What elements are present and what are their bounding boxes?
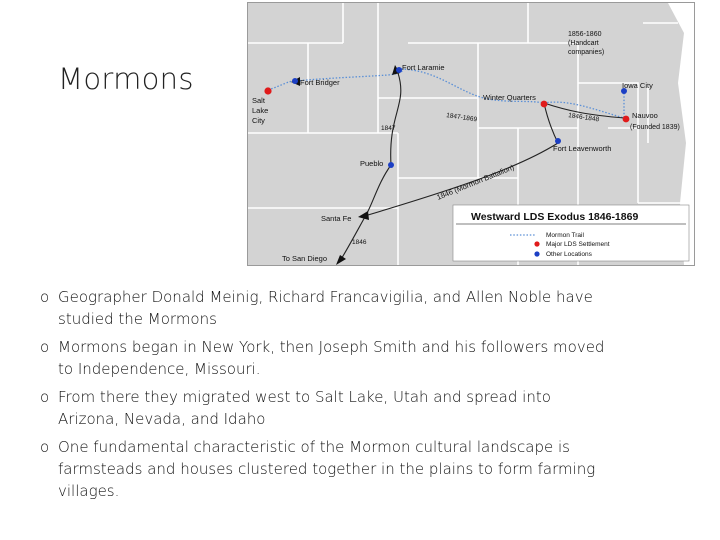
route-label-1846: 1846 (352, 239, 367, 246)
bullet-marker: o (40, 288, 50, 306)
fort-bridger-label: Fort Bridger (300, 78, 340, 87)
handcart-label-3: companies) (568, 49, 605, 56)
salt-lake-label-1: Salt (252, 96, 265, 105)
legend-settlement-swatch (534, 241, 539, 246)
bullet-marker: o (40, 338, 50, 356)
pueblo-label: Pueblo (360, 159, 384, 168)
nauvoo-marker (623, 116, 630, 123)
bullet-item (40, 436, 610, 502)
bullet-text: Geographer Donald Meinig, Richard Francavigilia, and Allen Noble have studied the Mormons (58, 288, 593, 328)
winter-quarters-label: Winter Quarters (483, 93, 536, 102)
bullet-text: Mormons began in New York, then Joseph Smith and his followers moved to Independence, Missouri. (58, 338, 605, 378)
fort-leavenworth-label: Fort Leavenworth (553, 144, 612, 153)
bullet-marker: o (40, 438, 50, 456)
legend-item-trail: Mormon Trail (546, 232, 584, 239)
bullet-item (40, 286, 610, 330)
route-label-battalion: 1846 (Mormon Battalion) (435, 162, 516, 202)
nauvoo-founded-label: (Founded 1839) (630, 124, 680, 131)
route-label-1847: 1847 (381, 125, 396, 132)
nauvoo-label: Nauvoo (632, 111, 658, 120)
fort-bridger-marker (292, 78, 298, 84)
route-label-1846-1848: 1846-1848 (567, 112, 600, 124)
legend-item-other: Other Locations (546, 251, 592, 258)
pueblo-marker (388, 162, 394, 168)
fort-laramie-label: Fort Laramie (402, 63, 445, 72)
salt-lake-marker (264, 87, 271, 94)
route-label-1847-1869: 1847-1869 (445, 112, 478, 124)
legend-item-settlement: Major LDS Settlement (546, 241, 610, 248)
handcart-label-2: (Handcart (568, 40, 599, 47)
salt-lake-label-3: City (252, 116, 265, 125)
san-diego-label: To San Diego (282, 254, 328, 263)
handcart-label-1: 1856-1860 (568, 31, 602, 38)
bullet-marker: o (40, 388, 50, 406)
salt-lake-label-2: Lake (252, 106, 269, 115)
map-legend (453, 205, 689, 261)
santa-fe-label: Santa Fe (321, 214, 352, 223)
legend-title: Westward LDS Exodus 1846-1869 (471, 211, 639, 223)
winter-quarters-marker (541, 101, 548, 108)
iowa-city-label: Iowa City (622, 81, 653, 90)
bullet-text: From there they migrated west to Salt Lake, Utah and spread into Arizona, Nevada, and Idaho (58, 388, 551, 428)
bullet-list (40, 286, 610, 508)
bullet-item (40, 386, 610, 430)
legend-other-swatch (534, 251, 539, 256)
bullet-text: One fundamental characteristic of the Mormon cultural landscape is farmsteads and houses clustered together in the plains to form farming villages. (58, 438, 596, 500)
bullet-item (40, 336, 610, 380)
slide-title: Mormons (58, 62, 194, 96)
exodus-map (247, 2, 695, 266)
